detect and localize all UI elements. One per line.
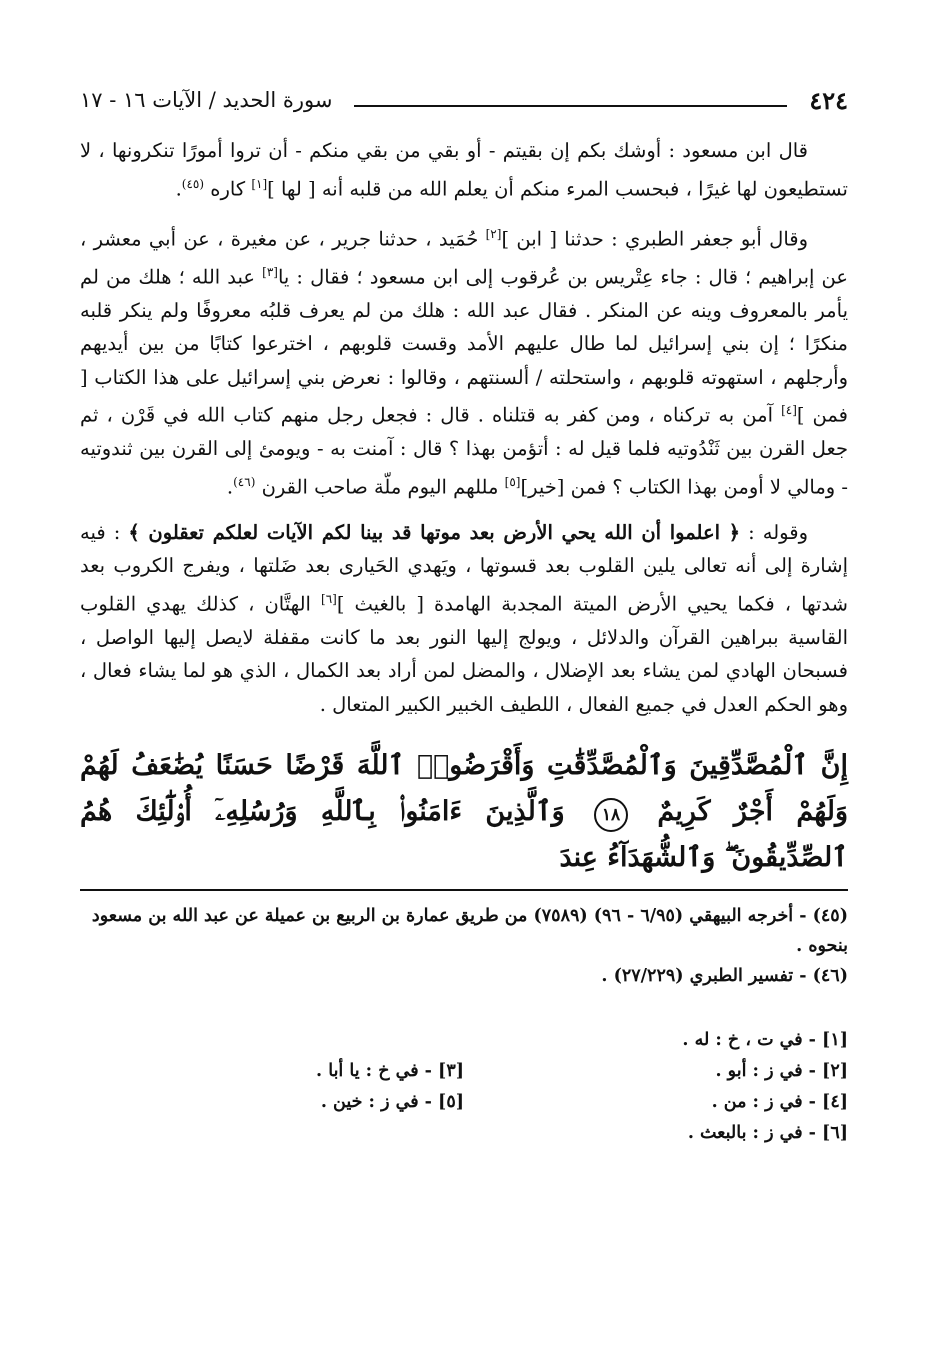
header-rule [354,105,787,107]
variant-note: [٢] - في ز : أبو . [715,1061,848,1081]
variant-note: [٣] - في خ : يا أبا . [316,1061,464,1081]
paragraph-text: . [175,177,182,200]
book-page [80,78,848,1149]
variant-ref: [١] [251,176,268,191]
paragraph-text: كاره [210,177,252,200]
verse-number-marker: ١٨ [594,798,628,832]
variant-ref: [٦] [321,591,337,606]
page-number: ٤٢٤ [809,85,848,115]
paragraph-text: قال ابن مسعود : أوشك بكم إن بقيتم - أو بقي من بقي منكم - أن تروا أمورًا تنكرونها ، لا تستطيعون لها غيرًا ، فبحسب المرء منكم أن يعلم الله من قلبه أنه [ لها ] [80,139,848,200]
paragraph-text: وقال أبو جعفر الطبري : حدثنا [ ابن ] [501,227,809,250]
variant-note: [٥] - في ز : خين . [320,1092,464,1112]
paragraph-text: : فيه إشارة إلى أنه تعالى يلين القلوب بعد قسوتها ، ويَهدي الحَيارى بعد ضَلتها ، ويفرج الكروب بعد شدتها ، فكما يحيي الأرض الميتة المجدبة الهامدة [ بالغيث ] [80,520,848,615]
paragraph-tabari [80,218,848,504]
footnote: (٤٥) - أخرجه البيهقي (٦/٩٥ - ٩٦) (٧٥٨٩) من طريق عمارة بن الربيع بن عميلة عن عبد الله بن مسعود بنحوه . [91,906,848,956]
paragraph-commentary [80,516,848,722]
paragraph-text: وقوله : [740,520,808,544]
variant-note: [٤] - في ز : من . [711,1092,848,1112]
variant-ref: [٢] [485,226,502,241]
paragraph-text: مللهم اليوم ملّة صاحب القرن [261,475,505,498]
footnote-ref: (٤٦) [233,474,256,489]
paragraph-text: عبد الله ؛ هلك من لم يأمر بالمعروف وينه عن المنكر . فقال عبد الله : هلك من لم يعرف قلبُه معروفًا ولم ينكر قلبه منكرًا ؛ إن بني إسرائيل لما طال عليهم الأمد وقست قلوبهم ، اخترعوا كتابًا من بين أيديهم وأرجلهم ، استهوته قلوبهم ، واستحلته / ألسنتهم ، وقالوا : نعرض بني إسرائيل على هذا الكتاب [ فمن ] [80,265,848,427]
paragraph-text: . [226,475,234,498]
footnote-ref: (٤٥) [181,176,205,191]
variant-ref: [٤] [781,403,797,417]
variant-ref: [٥] [504,474,521,489]
variant-note: [٦] - في ز : بالبعث . [687,1123,848,1143]
running-title: سورة الحديد / الآيات ١٦ - ١٧ [80,88,333,112]
variant-note-empty [80,1025,464,1056]
paragraph-text: حُمَيد ، حدثنا جرير ، عن مغيرة ، عن أبي معشر ، عن إبراهيم ؛ قال : جاء عِتْريس بن عُرقوب إلى ابن مسعود ؛ فقال : يا [80,227,849,288]
verse-text: وَٱلَّذِينَ ءَامَنُوا۟ بِٱللَّهِ وَرُسُلِهِۦٓ أُو۟لَٰٓئِكَ هُمُ ٱلصِّدِّيقُونَ ۖ وَٱلشُّهَدَآءُ عِندَ [80,796,848,873]
variant-note: [١] - في ت ، خ : له . [682,1030,848,1050]
paragraph-text: الهتَّان ، كذلك يهدي القلوب القاسية ببراهين القرآن والدلائل ، ويولج إليها النور بعد ما كانت مقفلة لايصل إليها الواصل ، فسبحان الهادي لمن يشاء بعد الإضلال ، والمضل لمن أراد بعد الكمال ، الذي هو لما يشاء فعال ، وهو الحكم العدل في جميع الفعال ، اللطيف الخبير الكبير المتعال . [80,592,848,716]
variant-ref: [٣] [262,264,278,279]
page-header [80,78,848,122]
variant-notes [80,1025,848,1149]
paragraph-ibn-masud [80,134,848,206]
quoted-verse: ﴿ اعلموا أن الله يحي الأرض بعد موتها قد بينا لكم الآيات لعلكم تعقلون ﴾ [128,520,741,544]
quran-verse [80,743,848,881]
verse-text: إِنَّ ٱلْمُصَّدِّقِينَ وَٱلْمُصَّدِّقَٰتِ وَأَقْرَضُوا۟ ٱللَّهَ قَرْضًا حَسَنًا يُضَٰعَفُ لَهُمْ وَلَهُمْ أَجْرٌ كَرِيمٌ [80,750,849,827]
paragraph-text: آمن به تركناه ، ومن كفر به قتلناه . قال : فجعل رجل منهم كتاب الله في قَرْن ، ثم جعل القرن بين ثَنْدُوتيه فلما قيل له : أتؤمن بهذا ؟ قال : آمنت به - ويومئ إلى القرن بين ثندوتيه - ومالي لا أومن بهذا الكتاب ؟ فمن [خير] [80,403,848,498]
footnote: (٤٦) - تفسير الطبري (٢٧/٢٢٩) . [601,966,848,986]
footnote-divider [80,889,848,891]
